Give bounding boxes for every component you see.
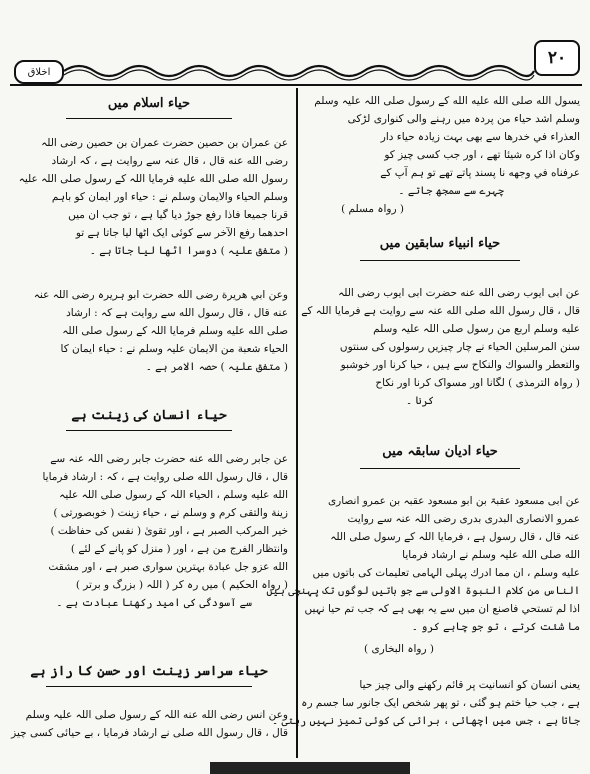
text-line: قرنا جميعا فاذا رفع جوڑ دیا گیا ہے ، تو جب ان میں — [68, 209, 288, 221]
left-column — [6, 90, 292, 760]
text-line: کرنا ۔ — [406, 395, 434, 407]
text-line: الحياء شعبة من الايمان علیہ وسلم نے : حیاء ایمان کا — [60, 343, 288, 355]
text-line: عن عمران بن حصين حضرت عمران بن حصین رضی اللہ — [41, 137, 288, 149]
text-line: قال ، قال رسول الله صلى الله عنہ سے روایت ہے فرمایا اللہ کے — [301, 305, 580, 317]
text-line: صلى الله عليه وسلم فرمایا اللہ کے رسول صلی اللہ — [62, 325, 288, 337]
text-line: الناس من كلام النبوة الاولى سے جو باتیں لوگوں تک پہنچی ہیں — [266, 585, 580, 597]
text-line: يسول الله صلى الله عليه الله کے رسول صلی اللہ علیہ وسلم — [314, 95, 580, 107]
section-tag-label: اخلاق — [27, 66, 51, 78]
section-heading: حیاء انسان کی زینت ہے — [71, 408, 227, 423]
text-line: عرفناه في وجهه نا پسند پاتے تھے تو ہم آپ کے — [380, 167, 580, 179]
header-ornament — [64, 61, 534, 81]
text-line: عمرو الانصاری البدری بدری رضی اللہ عنہ سے روایت — [347, 513, 580, 525]
text-line: وعن ابي هريرة رضى الله حضرت ابو ہریرہ رضی اللہ عنہ — [33, 289, 288, 301]
text-line: رضى الله عنه قال ، قال عنہ سے روایت ہے ، کہ ارشاد — [51, 155, 288, 167]
text-line: عن ابی مسعود عقبۃ بن ابو مسعود عقبہ بن عمرو انصاری — [327, 495, 580, 507]
text-line: عليه وسلم اربع من رسول صلی اللہ علیہ وسلم — [373, 323, 580, 335]
text-line: زينة والتقى كرم و وسلم نے ، حیاء زینت ( خوبصورتی ) — [53, 507, 288, 519]
heading-underline — [360, 468, 520, 469]
text-line: والتعطر والسواك والنكاح سے ہیں ، حیا کرنا اور خوشبو — [340, 359, 580, 371]
text-line: عن ابى ايوب رضى الله عنه حضرت ابی ایوب رضی اللہ — [338, 287, 580, 299]
text-line: سنن المرسلين الحياء نے چار چیزیں رسولوں کی سنتوں — [339, 341, 580, 353]
text-line: وسلم الحياء والايمان وسلم نے : حیاء اور ایمان کو باہم — [51, 191, 288, 203]
text-line: چہرے سے سمجھ جاتے ۔ — [398, 185, 504, 197]
heading-underline — [66, 118, 232, 119]
section-heading: حیاء ادیان سابقہ میں — [382, 444, 498, 459]
section-tag — [14, 60, 64, 84]
text-line: ( رواہ الترمذی ) لگانا اور مسواک کرنا اور نکاح — [375, 377, 580, 389]
header-rule — [10, 84, 582, 86]
text-line: عنه قال ، قال رسول الله سے روایت ہے کہ : ارشاد — [66, 307, 288, 319]
right-column — [266, 90, 584, 760]
text-line: سے آسودگی کی امید رکھنا عبادت ہے ۔ — [56, 597, 252, 609]
text-line: جاتا ہے ، جس میں اچھائی ، برائی کی کوئی تمیز نہیں رہتی ۔ — [272, 715, 580, 727]
text-line: عليه وسلم ، ان مما ادرك پہلی الہامی تعلیمات کی باتوں میں — [312, 567, 580, 579]
text-line: وكان اذا كره شيئا تھے ، اور جب کسی چیز کو — [384, 149, 580, 161]
text-line: ( رواہ الحکیم ) میں رہ کر ( اللہ ( بزرگ و برتر ) — [75, 579, 288, 591]
page-number-box — [534, 40, 580, 76]
heading-underline — [360, 260, 520, 261]
heading-underline — [66, 430, 232, 431]
text-line: عن جابر رضى الله عنه حضرت جابر رضی اللہ عنہ سے — [50, 453, 288, 465]
text-line: وانتظار الفرج من ہے ، اور ( منزل کو پانے کے لئے ) — [70, 543, 288, 555]
text-line: اذا لم تستحي فاصنع ان میں سے یہ بھی ہے کہ جب تم حیا نہیں — [304, 603, 580, 615]
section-heading: حیاء اسلام میں — [107, 96, 191, 111]
text-line: احدهما رفع الآخر سے کوئی ایک اٹھا لیا جاتا ہے تو — [75, 227, 288, 239]
text-line: ( متفق علیہ ) حصہ الامر ہے ۔ — [145, 361, 288, 373]
text-line: وسلم اشد حياء من پردہ میں رہنے والی کنواری لڑکی — [347, 113, 580, 125]
text-line: قال ، قال رسول الله صلى نے ارشاد فرمایا ، بے حیائی کسی چیز — [11, 727, 288, 739]
page-number: ۲۰ — [547, 48, 567, 68]
section-heading: حیاء سراسر زینت اور حسن کا راز ہے — [30, 664, 268, 679]
text-line: ہے ، جب حیا ختم ہو گئی ، تو پھر شخص ایک جانور سا جسم رہ — [301, 697, 580, 709]
citation: ( رواہ البخاری ) — [364, 643, 434, 655]
text-line: العذراء في خدرها سے بھی بہت زیادہ حیاء دار — [380, 131, 580, 143]
text-line: عنہ قال ، قال رسول ہے ، فرمایا اللہ کے رسول صلی اللہ — [330, 531, 580, 543]
text-line: قال ، قال رسول الله صلى روایت ہے ، کہ : ارشاد فرمایا — [42, 471, 288, 483]
heading-underline — [46, 686, 252, 687]
citation: ( رواہ مسلم ) — [341, 203, 404, 215]
text-line: خير المركب الصبر ہے ، اور تقویٰ ( نفس کی حفاظت ) — [50, 525, 288, 537]
section-heading: حیاء انبیاء سابقین میں — [379, 236, 501, 251]
text-line: الله صلى الله علیہ وسلم نے ارشاد فرمایا — [402, 549, 580, 561]
text-line: ما شئت کرتے ، تو جو چاہے کرو ۔ — [411, 621, 580, 633]
column-divider — [296, 88, 298, 758]
text-line: الله عليه وسلم ، الحياء اللہ کے رسول صلی اللہ علیہ — [59, 489, 288, 501]
text-line: الله عزو جل عبادة بہترین سواری صبر ہے ، اور مشقت — [48, 561, 288, 573]
text-line: رسول الله صلى الله عليه فرمایا اللہ کے رسول صلی اللہ علیہ — [18, 173, 288, 185]
text-line: وعن انس رضى الله عنه اللہ کے رسول صلی اللہ علیہ وسلم — [25, 709, 288, 721]
text-line: ( متفق علیہ ) دوسرا اٹھا لیا جاتا ہے ۔ — [89, 245, 288, 257]
text-line: یعنی انسان کو انسانیت پر قائم رکھنے والی چیز حیا — [359, 679, 580, 691]
footer-strip — [210, 762, 410, 774]
